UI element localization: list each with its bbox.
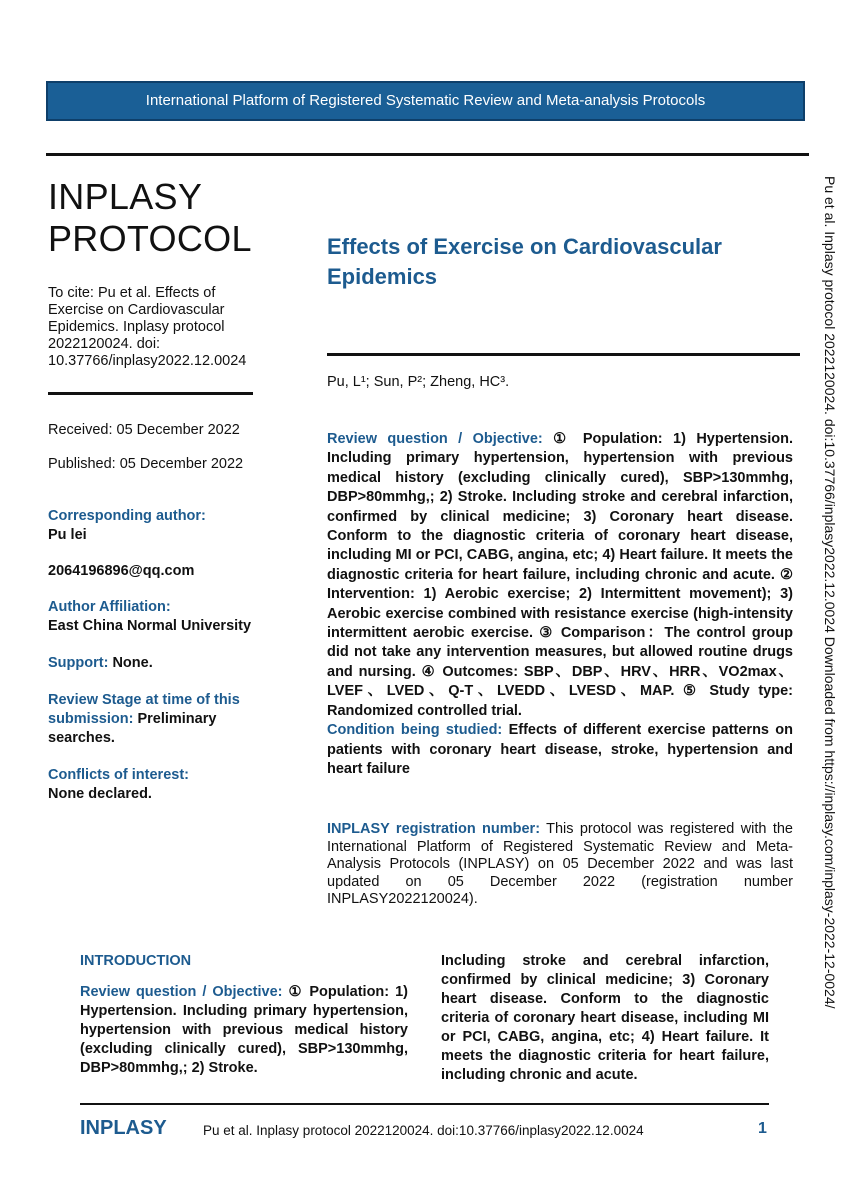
conflicts-section <box>48 766 288 804</box>
intro-column-left <box>80 952 408 1078</box>
condition-text: Effects of different exercise patterns on patients with coronary heart disease, stroke, hypertension and heart failure <box>327 722 793 777</box>
footer-brand: INPLASY <box>80 1117 167 1139</box>
intro-review-question-label: Review question / Objective: <box>80 984 283 1000</box>
introduction-heading: INTRODUCTION <box>80 953 192 969</box>
author-email: 2064196896@qq.com <box>48 563 195 579</box>
corresponding-author-section <box>48 507 288 545</box>
sidebar-rule <box>48 392 253 395</box>
corresponding-author-label: Corresponding author: <box>48 508 206 524</box>
protocol-heading-line1: INPLASY <box>48 176 203 217</box>
condition-label: Condition being studied: <box>327 722 503 739</box>
citation-text: To cite: Pu et al. Effects of Exercise on Cardiovascular Epidemics. Inplasy protocol 2022120024. doi: 10.37766/inplasy2022.12.0024 <box>48 285 247 369</box>
review-stage-section <box>48 691 263 748</box>
protocol-heading <box>48 176 252 260</box>
support-value: None. <box>112 655 153 671</box>
title-rule <box>327 353 800 356</box>
registration-paragraph <box>327 821 793 909</box>
conflicts-value: None declared. <box>48 786 152 802</box>
intro-left-text: ① Population: 1) Hypertension. Including primary hypertension, hypertension with previous medical history (excluding clinically cured), SBP>130mmhg, DBP>80mmhg,; 2) Stroke. <box>80 984 408 1076</box>
author-list: Pu, L¹; Sun, P²; Zheng, HC³. <box>327 374 510 390</box>
header-banner: International Platform of Registered Systematic Review and Meta-analysis Protocols <box>46 81 805 121</box>
support-section <box>48 654 288 673</box>
received-date: Received: 05 December 2022 <box>48 422 240 438</box>
review-question-label: Review question / Objective: <box>327 431 543 447</box>
page-number: 1 <box>758 1120 767 1137</box>
published-date: Published: 05 December 2022 <box>48 456 244 472</box>
review-stage-label: Review Stage at time of this submission: <box>48 692 240 727</box>
registration-label: INPLASY registration number: <box>327 821 541 837</box>
review-question-text: ① Population: 1) Hypertension. Including primary hypertension, hypertension with previous medical history (excluding clinically cured), SBP>130mmhg, DBP>80mmhg,; 2) Stroke. Including stroke and cerebral infarction, confirmed by clinical medicine; 3) Coronary heart disease. Conform to the diagnostic criteria of coronary heart disease, including MI or PCI, CABG, angina, etc; 4) Heart failure. It meets the diagnostic criteria for heart failure, including chronic and acute. ② Intervention: 1) Aerobic exercise; 2) Intermittent movement); 3) Aerobic exercise combined with resistance exercise (high-intensity intermittent aerobic exercise. ③ Comparison：The control group did not take any intervention measures, but allowed routine drugs and nursing. ④ Outcomes: SBP、DBP、HRV、HRR、VO2max、LVEF、LVED、Q-T、LVEDD、LVESD、MAP. ⑤ Study type: Randomized controlled trial. <box>327 431 794 719</box>
conflicts-label: Conflicts of interest: <box>48 767 189 783</box>
protocol-heading-line2: PROTOCOL <box>48 218 252 259</box>
footer-citation: Pu et al. Inplasy protocol 2022120024. doi:10.37766/inplasy2022.12.0024 <box>203 1123 644 1138</box>
affiliation-label: Author Affiliation: <box>48 599 171 615</box>
support-label: Support: <box>48 655 109 671</box>
corresponding-author-name: Pu lei <box>48 527 87 543</box>
affiliation-value: East China Normal University <box>48 618 252 634</box>
review-question-paragraph <box>327 430 793 779</box>
review-stage-value: Preliminary searches. <box>48 711 217 746</box>
intro-column-right: Including stroke and cerebral infarction, confirmed by clinical medicine; 3) Coronary heart disease. Conform to the diagnostic criteria of coronary heart disease, including MI or PCI, CABG, angina, etc; 4) Heart failure. It meets the diagnostic criteria for heart failure, including chronic and acute. <box>441 953 769 1083</box>
article-title: Effects of Exercise on Cardiovascular Epidemics <box>327 234 722 289</box>
affiliation-section <box>48 598 288 636</box>
side-download-note: Pu et al. Inplasy protocol 2022120024. doi:10.37766/inplasy2022.12.0024 Downloaded from https://inplasy.com/inplasy-2022-12-0024/ <box>822 176 838 1009</box>
registration-text: This protocol was registered with the International Platform of Registered Systematic Review and Meta-Analysis Protocols (INPLASY) on 05 December 2022 and was last updated on 05 December 2022 (registration number INPLASY2022120024). <box>327 821 793 907</box>
top-rule <box>46 153 809 156</box>
footer-rule <box>80 1103 769 1105</box>
